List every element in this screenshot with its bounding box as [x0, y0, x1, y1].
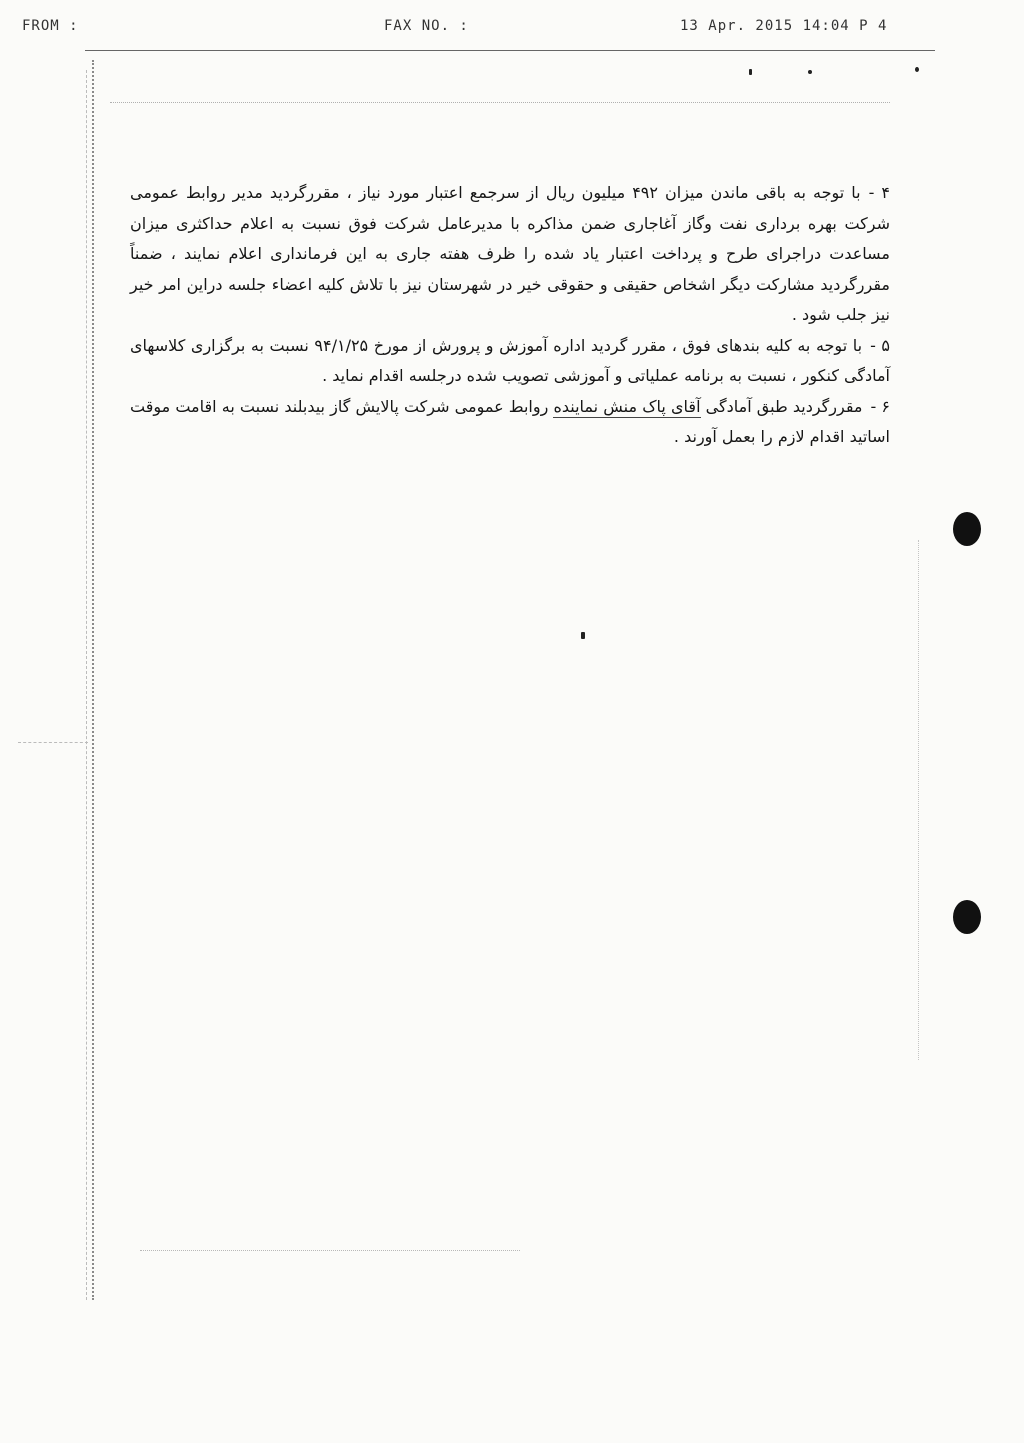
- scan-speck: [749, 69, 752, 75]
- item-text-before: مقررگردید طبق آمادگی: [705, 396, 863, 416]
- fax-number-label: FAX NO. :: [384, 18, 469, 34]
- item-text: با توجه به کلیه بندهای فوق ، مقرر گردید اداره آموزش و پرورش از مورخ ۹۴/۱/۲۵ نسبت به برگزاری کلاسهای آمادگی کنکور ، نسبت به برنامه عملیاتی و آموزشی تصویب شده درجلسه اقدام نماید .: [130, 335, 890, 385]
- scan-noise-line-left: [18, 742, 88, 743]
- header-rule: [85, 50, 935, 51]
- scan-speck: [581, 632, 585, 639]
- right-margin-scan-line: [918, 540, 919, 1060]
- item-number: ۶ -: [870, 396, 890, 416]
- punch-hole-bottom: [953, 900, 981, 934]
- underlined-text: آقای پاک منش نماینده: [553, 396, 701, 416]
- item-6: [130, 392, 890, 453]
- item-text: با توجه به باقی ماندن میزان ۴۹۲ میلیون ریال از سرجمع اعتبار مورد نیاز ، مقررگردید مدیر روابط عمومی شرکت بهره برداری نفت وگاز آغاجاری ضمن مذاکره با مدیرعامل شرکت فوق نسبت به اعلام حداکثری میزان مساعدت دراجرای طرح و پرداخت اعتبار یاد شده را ظرف هفته جاری به این فرمانداری اعلام نمایند ، ضمناً مقررگردید مشارکت دیگر اشخاص حقیقی و حقوقی خیر در شهرستان نیز با تلاش کلیه اعضاء جلسه دراین امر خیر نیز جلب شود .: [130, 183, 890, 324]
- scan-noise-line: [110, 102, 890, 103]
- scan-speck: [808, 70, 812, 74]
- left-margin-scan-line-secondary: [86, 70, 87, 1300]
- item-number: ۵ -: [870, 335, 891, 355]
- left-margin-scan-line: [92, 60, 94, 1300]
- scan-noise-line-bottom: [140, 1250, 520, 1251]
- item-text-after: روابط عمومی شرکت پالایش گاز بیدبلند نسبت به اقامت موقت اساتید اقدام لازم را بعمل آورند .: [130, 396, 890, 446]
- item-5: [130, 331, 890, 392]
- item-number: ۴ -: [868, 183, 891, 202]
- punch-hole-top: [953, 512, 981, 546]
- item-4: [130, 178, 890, 331]
- fax-from-label: FROM :: [22, 18, 79, 34]
- document-body: [130, 178, 890, 453]
- fax-timestamp: 13 Apr. 2015 14:04 P 4: [680, 18, 888, 34]
- scan-speck: [915, 67, 919, 72]
- fax-header: [0, 18, 1024, 42]
